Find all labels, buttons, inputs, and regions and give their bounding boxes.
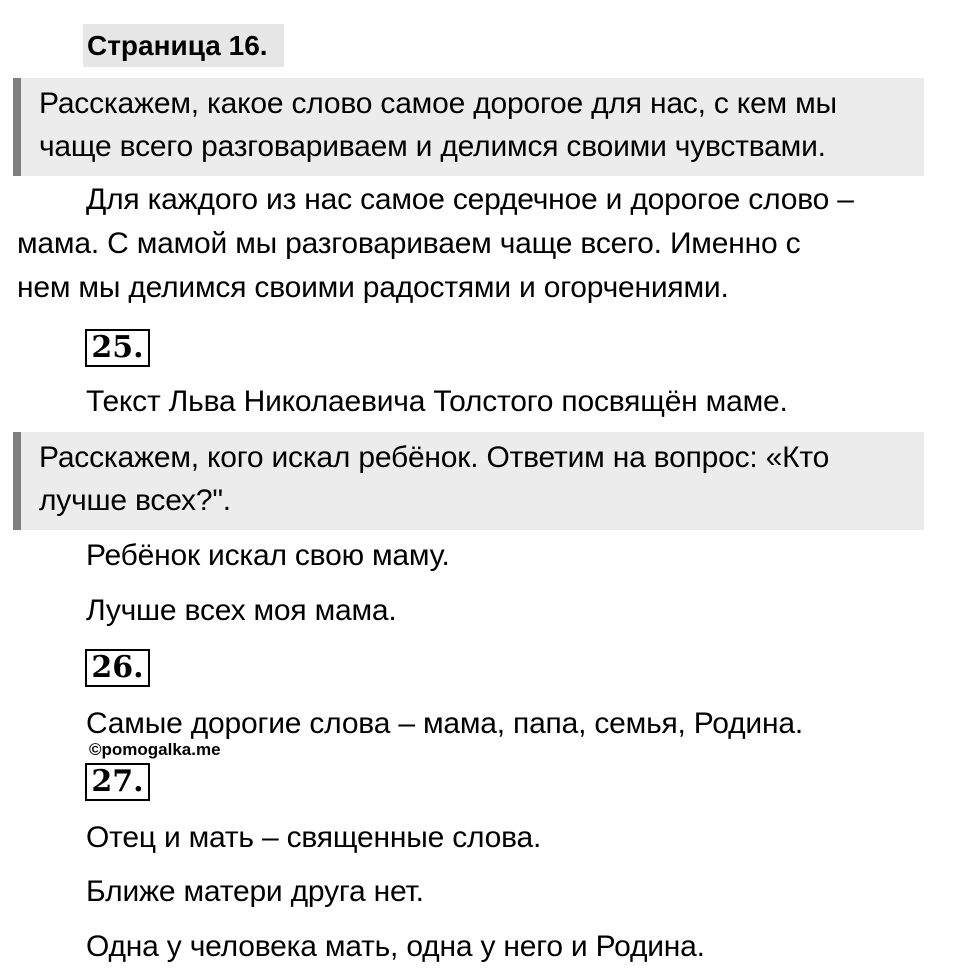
exercise-25-text: Текст Льва Николаевича Толстого посвящён маме. [86,385,788,418]
exercise-27-line-2: Ближе матери друга нет. [86,875,424,908]
task-2-line-2: лучше всех?". [39,484,231,517]
watermark: ©pomogalka.me [89,740,221,759]
answer-2-line-1: Ребёнок искал свою маму. [86,539,450,572]
task-box-2 [13,432,924,530]
exercise-26-text: Самые дорогие слова – мама, папа, семья, Родина. [86,707,803,740]
answer-1-line-2: мама. С мамой мы разговариваем чаще всего. Именно с [17,227,801,260]
task-box-1 [13,78,924,176]
exercise-number-27: 27. [85,763,150,801]
task-1-line-2: чаще всего разговариваем и делимся своими чувствами. [39,130,826,163]
exercise-27-line-3: Одна у человека мать, одна у него и Родина. [86,930,705,963]
exercise-number-25: 25. [85,329,150,367]
task-1-line-1: Расскажем, какое слово самое дорогое для нас, с кем мы [39,87,837,120]
answer-1-line-1: Для каждого из нас самое сердечное и дорогое слово – [86,183,854,216]
answer-2-line-2: Лучше всех моя мама. [86,594,397,627]
page-title: Страница 16. [83,24,284,67]
task-2-line-1: Расскажем, кого искал ребёнок. Ответим на вопрос: «Кто [39,441,830,474]
answer-1-line-3: нем мы делимся своими радостями и огорчениями. [17,271,729,304]
exercise-number-26: 26. [85,649,150,687]
exercise-27-line-1: Отец и мать – священные слова. [86,821,542,854]
